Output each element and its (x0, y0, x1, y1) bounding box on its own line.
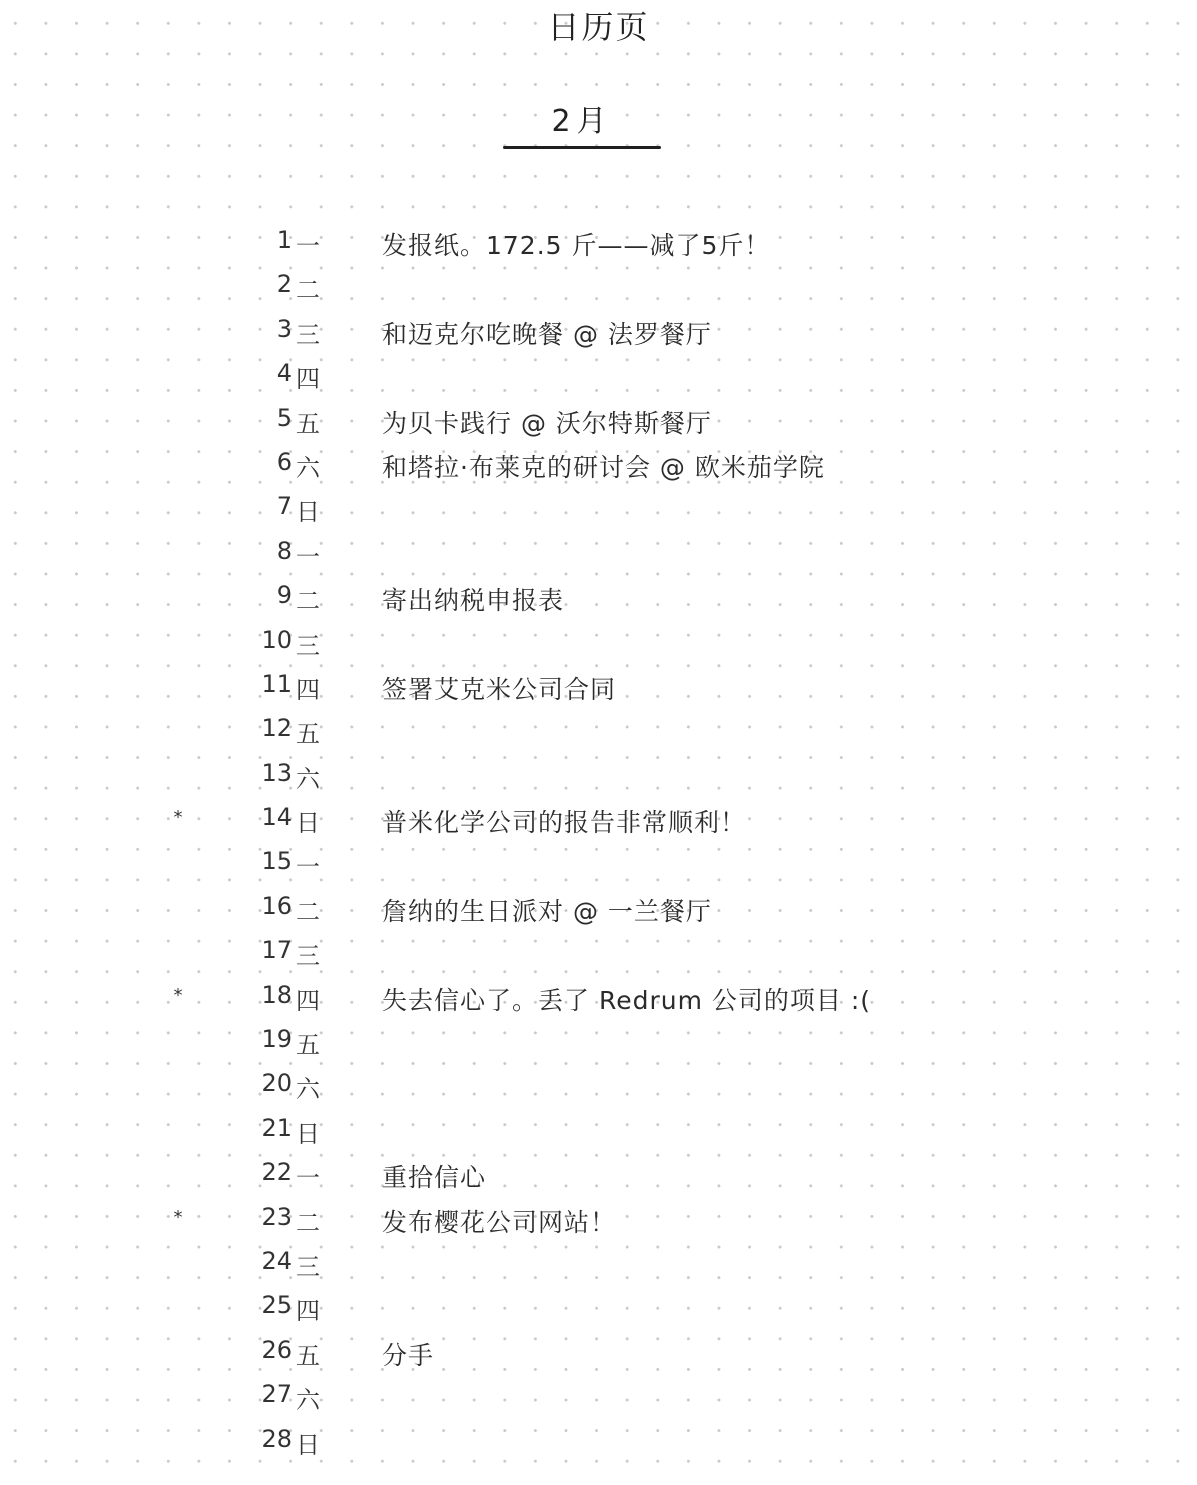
day-entry-row (0, 888, 1197, 932)
day-number: 8 (276, 536, 292, 565)
day-entry-row (0, 1287, 1197, 1331)
weekday-label: 六 (296, 1075, 320, 1104)
day-number: 19 (261, 1025, 292, 1054)
day-entry-row (0, 1110, 1197, 1154)
weekday-label: 一 (296, 232, 320, 260)
day-note: 重拾信心 (382, 1163, 487, 1193)
day-entry-row (0, 622, 1197, 666)
day-number: 3 (276, 314, 292, 343)
day-number: 27 (261, 1380, 292, 1409)
day-number: 11 (261, 669, 292, 698)
day-entry-row (0, 799, 1197, 843)
day-entry-row (0, 932, 1197, 976)
weekday-label: 三 (296, 320, 320, 349)
day-entry-row (0, 488, 1197, 532)
day-entries-list (0, 222, 1197, 1465)
day-entry-row (0, 266, 1197, 310)
day-entry-row (0, 1421, 1197, 1465)
month-underline (503, 146, 661, 149)
day-entry-row (0, 755, 1197, 799)
weekday-label: 一 (296, 853, 320, 882)
day-number: 22 (261, 1158, 292, 1187)
day-number: 26 (261, 1335, 292, 1364)
weekday-label: 五 (296, 1031, 320, 1060)
day-number: 9 (276, 581, 292, 610)
weekday-label: 六 (296, 764, 320, 793)
day-number: 20 (261, 1069, 292, 1098)
day-entry-row (0, 666, 1197, 710)
weekday-label: 一 (296, 542, 320, 571)
day-note: 詹纳的生日派对 @ 一兰餐厅 (382, 896, 712, 926)
day-number: 2 (276, 270, 292, 299)
weekday-label: 三 (296, 631, 320, 660)
day-entry-row (0, 222, 1197, 266)
day-number: 24 (261, 1246, 292, 1275)
day-entry-row (0, 311, 1197, 355)
day-note: 签署艾克米公司合同 (382, 674, 617, 704)
weekday-label: 三 (296, 942, 320, 971)
day-number: 6 (276, 447, 292, 476)
weekday-label: 六 (296, 1386, 320, 1415)
weekday-label: 五 (296, 720, 320, 749)
day-entry-row (0, 355, 1197, 399)
day-entry-row (0, 1376, 1197, 1420)
day-entry-row (0, 1021, 1197, 1065)
day-number: 13 (261, 758, 292, 787)
day-number: 25 (261, 1291, 292, 1320)
day-number: 10 (261, 625, 292, 654)
star-marker: * (173, 984, 183, 1006)
day-number: 17 (261, 936, 292, 965)
weekday-label: 六 (296, 453, 320, 482)
day-entry-row (0, 1243, 1197, 1287)
weekday-label: 三 (296, 1252, 320, 1281)
day-entry-row (0, 1332, 1197, 1376)
weekday-label: 二 (296, 587, 320, 616)
day-note: 普米化学公司的报告非常顺利！ (382, 808, 747, 838)
day-number: 16 (261, 891, 292, 920)
day-note: 寄出纳税申报表 (382, 586, 565, 616)
weekday-label: 四 (296, 675, 320, 704)
weekday-label: 日 (296, 1119, 320, 1148)
day-entry-row (0, 710, 1197, 754)
weekday-label: 日 (296, 498, 320, 527)
day-note: 分手 (382, 1340, 435, 1370)
day-note: 为贝卡践行 @ 沃尔特斯餐厅 (382, 408, 712, 438)
day-entry-row (0, 1199, 1197, 1243)
day-number: 15 (261, 847, 292, 876)
page-title: 日历页 (547, 8, 650, 46)
day-entry-row (0, 444, 1197, 488)
day-note: 和迈克尔吃晚餐 @ 法罗餐厅 (382, 319, 712, 349)
weekday-label: 四 (296, 986, 320, 1015)
star-marker: * (173, 1206, 183, 1228)
day-note: 发布樱花公司网站！ (382, 1207, 617, 1237)
weekday-label: 四 (296, 365, 320, 394)
day-number: 23 (261, 1202, 292, 1231)
weekday-label: 二 (296, 897, 320, 926)
day-number: 1 (276, 226, 292, 254)
day-number: 14 (261, 803, 292, 832)
day-entry-row (0, 533, 1197, 577)
day-number: 12 (261, 714, 292, 743)
weekday-label: 一 (296, 1164, 320, 1193)
day-number: 7 (276, 492, 292, 521)
weekday-label: 五 (296, 409, 320, 438)
weekday-label: 日 (296, 809, 320, 838)
day-entry-row (0, 1065, 1197, 1109)
day-entry-row (0, 1154, 1197, 1198)
day-entry-row (0, 577, 1197, 621)
day-note: 和塔拉·布莱克的研讨会 @ 欧米茄学院 (382, 452, 825, 482)
day-entry-row (0, 400, 1197, 444)
day-number: 28 (261, 1424, 292, 1453)
day-number: 18 (261, 980, 292, 1009)
day-entry-row (0, 843, 1197, 887)
day-entry-row (0, 977, 1197, 1021)
weekday-label: 二 (296, 276, 320, 305)
weekday-label: 二 (296, 1208, 320, 1237)
month-title: 2月 (551, 104, 613, 139)
day-number: 5 (276, 403, 292, 432)
weekday-label: 四 (296, 1297, 320, 1326)
day-number: 21 (261, 1113, 292, 1142)
day-number: 4 (276, 359, 292, 388)
star-marker: * (173, 807, 183, 829)
weekday-label: 五 (296, 1341, 320, 1370)
day-note: 发报纸。172.5 斤——减了5斤！ (382, 231, 771, 260)
day-note: 失去信心了。丢了 Redrum 公司的项目 :( (382, 985, 871, 1015)
weekday-label: 日 (296, 1430, 320, 1459)
